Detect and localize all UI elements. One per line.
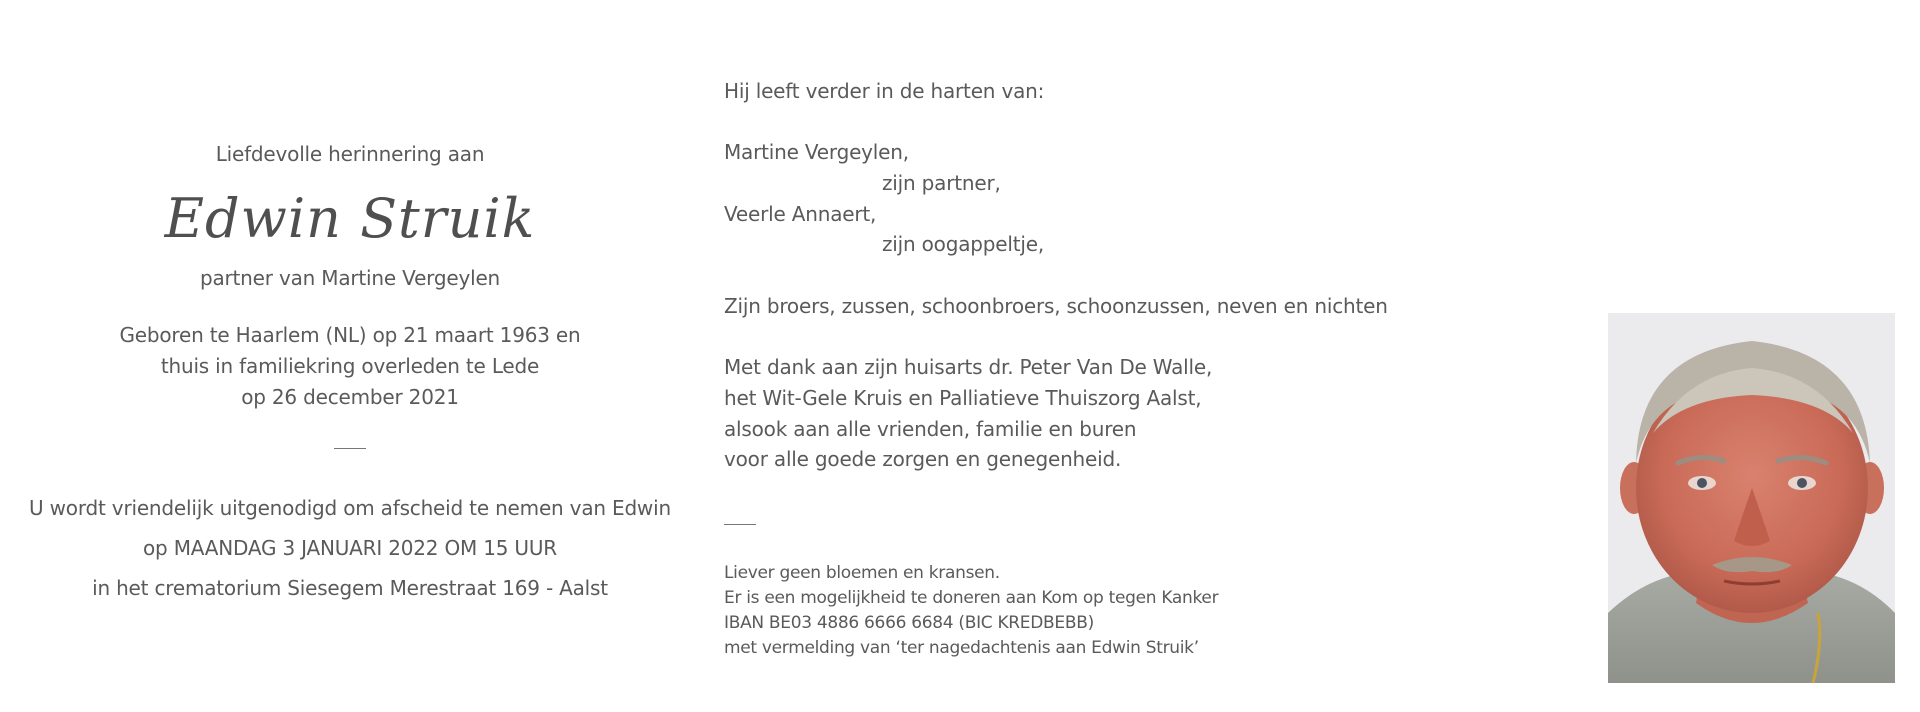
birth-death-info: [0, 320, 700, 413]
birth-death-line: Geboren te Haarlem (NL) op 21 maart 1963 en: [119, 323, 581, 347]
mourner-name: Martine Vergeylen,: [724, 140, 909, 165]
thanks-line: voor alle goede zorgen en genegenheid.: [724, 447, 1122, 472]
deceased-name: Edwin Struik: [164, 187, 536, 250]
portrait-photo: [1608, 313, 1895, 683]
invitation-line: U wordt vriendelijk uitgenodigd om afscheid te nemen van Edwin: [29, 496, 671, 520]
note-line: Liever geen bloemen en kransen.: [724, 563, 1000, 583]
thanks-line: alsook aan alle vrienden, familie en buren: [724, 416, 1137, 441]
thanks-line: het Wit-Gele Kruis en Palliatieve Thuiszorg Aalst,: [724, 385, 1202, 410]
note-line: met vermelding van ‘ter nagedachtenis aan Edwin Struik’: [724, 638, 1199, 658]
invitation-line: in het crematorium Siesegem Merestraat 169 - Aalst: [92, 576, 608, 600]
intro-text: Liefdevolle herinnering aan: [215, 142, 485, 166]
note-line: IBAN BE03 4886 6666 6684 (BIC KREDBEBB): [724, 613, 1094, 633]
mourners-heading: Hij leeft verder in de harten van:: [724, 79, 1045, 103]
divider: [334, 448, 366, 449]
invitation: [0, 488, 700, 608]
invitation-line: op MAANDAG 3 JANUARI 2022 OM 15 UUR: [143, 536, 557, 560]
family-text: Zijn broers, zussen, schoonbroers, schoonzussen, neven en nichten: [724, 293, 1388, 318]
middle-column: [724, 76, 1388, 475]
mourner-role: zijn oogappeltje,: [882, 232, 1044, 257]
birth-death-line: thuis in familiekring overleden te Lede: [160, 354, 540, 378]
divider: [724, 524, 756, 525]
birth-death-line: op 26 december 2021: [241, 385, 459, 409]
mourner-name: Veerle Annaert,: [724, 201, 877, 226]
thanks-line: Met dank aan zijn huisarts dr. Peter Van De Walle,: [724, 355, 1213, 380]
note-line: Er is een mogelijkheid te doneren aan Kom op tegen Kanker: [724, 588, 1219, 608]
donation-note: [724, 561, 1218, 661]
partner-text: partner van Martine Vergeylen: [199, 266, 501, 290]
mourner-role: zijn partner,: [882, 171, 1001, 196]
